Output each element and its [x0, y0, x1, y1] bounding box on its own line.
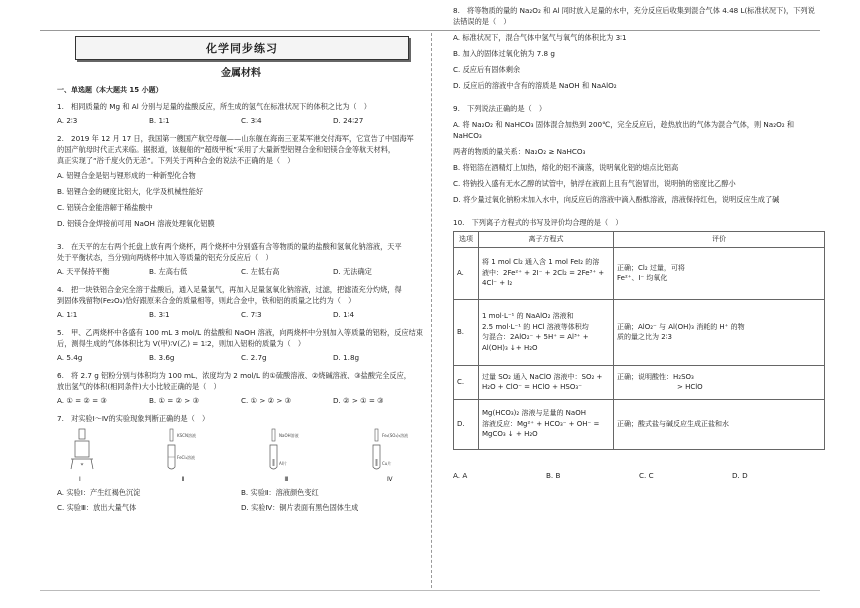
eval-line: Fe²⁺、I⁻ 均氧化 [617, 274, 668, 282]
flask-heating-icon [57, 427, 117, 473]
question-stem: 到固体残留物(Fe₂O₃)恰好跟原来合金的质量相等，则此合金中，铁和铝的质量之比约为（ ） [57, 296, 356, 305]
table-row [454, 299, 825, 365]
options [57, 115, 425, 126]
header-option: 选项 [454, 232, 479, 248]
question-6 [57, 370, 425, 406]
question-stem: 10. 下列离子方程式的书写及评价均合理的是（ ） [453, 218, 623, 227]
option-c: C. 铝镁合金能溶解于稀盐酸中 [57, 203, 153, 212]
option-a: A. 实验Ⅰ：产生红褐色沉淀 [57, 488, 141, 497]
option-c: C. 7∶3 [241, 310, 262, 319]
option-b: B. 3.6g [149, 353, 175, 362]
table-row [454, 399, 825, 449]
row-evaluation [614, 399, 825, 449]
option-c: C. 反应后有固体剩余 [453, 65, 521, 74]
test-tube-dropper-icon [160, 427, 220, 473]
row-evaluation [614, 299, 825, 365]
table-header [454, 232, 825, 248]
question-stem: 3. 在天平的左右两个托盘上放有两个烧杯，两个烧杯中分别盛有含等物质的量的盐酸和氢氧化钠溶液，天平 [57, 242, 402, 251]
figure-caption: Ⅳ [386, 476, 393, 483]
eq-line: 匀混合：2AlO₂⁻ + 5H⁺ = Al³⁺ + [482, 333, 589, 341]
option-d: D. 实验Ⅳ：铜片表面有黑色固体生成 [241, 503, 359, 512]
eq-line: Al(OH)₃ ↓+ H₂O [482, 343, 538, 352]
option-b: B. 3∶1 [149, 310, 170, 319]
option-a: A. ① = ② = ③ [57, 396, 107, 405]
options [453, 470, 825, 481]
option-a: A. 1∶1 [57, 310, 78, 319]
eq-line: MgCO₃ ↓ + H₂O [482, 430, 538, 439]
figure-1 [57, 427, 117, 483]
options [57, 395, 425, 406]
row-equation [479, 399, 614, 449]
question-7 [57, 413, 425, 513]
section-heading: 一、单选题（本大题共 15 小题） [57, 86, 163, 94]
row-evaluation [614, 247, 825, 299]
eval-line: > HClO [677, 383, 703, 391]
option-d: D. 将少量过氧化钠粉末加入水中，向反应后的溶液中滴入酚酞溶液，溶液保持红色，说明反应生成了碱 [453, 195, 780, 204]
option-b: B. ① = ② > ③ [149, 396, 200, 405]
test-tube-copper-icon [365, 427, 425, 473]
option-b: B. 1∶1 [149, 116, 170, 125]
option-c: C. 3∶4 [241, 116, 262, 125]
eval-line: 正确；说明酸性：H₂SO₃ [617, 372, 694, 381]
eq-line: 液中：2Fe²⁺ + 2I⁻ + 2Cl₂ = 2Fe³⁺ + [482, 268, 605, 277]
eq-line: 溶液反应：Mg²⁺ + HCO₃⁻ + OH⁻ = [482, 419, 600, 428]
question-5 [57, 327, 425, 363]
option-b: B. 将铝箔在酒精灯上加热，熔化的铝不滴落，说明氧化铝的熔点比铝高 [453, 163, 679, 172]
option-d: D. D [732, 470, 748, 480]
reagent-label: KSCN溶液 [176, 433, 196, 438]
options [453, 32, 825, 96]
question-9 [453, 103, 825, 210]
option-d: D. 铝镁合金焊接前可用 NaOH 溶液处理氧化铝膜 [57, 219, 215, 228]
option-b: B. B [546, 470, 561, 480]
reagent-label: Fe₂(SO₄)₃溶液 [381, 433, 409, 438]
table-row [454, 365, 825, 399]
option-c: C. 将钠投入盛有无水乙醇的试管中，钠浮在液面上且有气泡冒出，说明钠的密度比乙醇小 [453, 179, 736, 188]
page-title: 化学同步练习 [75, 36, 409, 60]
test-tube-metal-icon [262, 427, 322, 473]
question-3 [57, 241, 425, 277]
question-stem: 放出氢气的体积(相同条件)大小比较正确的是（ ） [57, 382, 221, 391]
question-stem: 5. 甲、乙两烧杯中各盛有 100 mL 3 mol/L 的盐酸和 NaOH 溶液，向两烧杯中分别加入等质量的铝粉，反应结束 [57, 328, 423, 337]
option-c: C. C [639, 470, 654, 480]
figure-2 [160, 427, 220, 483]
options [57, 309, 425, 320]
row-option: D. [454, 399, 479, 449]
option-a: A. 标准状况下，混合气体中氢气与氧气的体积比为 3∶1 [453, 33, 627, 42]
question-stem: 真正实现了“浴千度火仍无恙”。下列关于两种合金的说法不正确的是（ ） [57, 156, 295, 165]
row-option: A. [454, 247, 479, 299]
question-2 [57, 133, 425, 234]
question-stem: 1. 相同质量的 Mg 和 Al 分别与足量的盐酸反应，所生成的氢气在标准状况下的体积之比为（ ） [57, 102, 371, 111]
option-c: C. ① > ② > ③ [241, 396, 292, 405]
option-a: A. 2∶3 [57, 116, 78, 125]
eval-line: 正确；酸式盐与碱反应生成正盐和水 [617, 419, 729, 428]
eq-line: 4Cl⁻ + I₂ [482, 279, 513, 288]
metal-label: Cu片 [381, 461, 392, 466]
question-4 [57, 284, 425, 320]
option-d: D. 1.8g [333, 353, 360, 362]
question-8 [453, 5, 825, 96]
options [453, 119, 825, 210]
option-a-cont: 两者的物质的量关系：Na₂O₂ ≥ NaHCO₃ [453, 147, 586, 156]
eval-line: 正确；Cl₂ 过量，可将 [617, 263, 685, 272]
header-evaluation: 评价 [614, 232, 825, 248]
option-a: A. 铝锂合金是铝与锂形成的一种新型化合物 [57, 171, 196, 180]
option-b: B. 加入的固体过氧化钠为 7.8 g [453, 49, 555, 58]
option-d: D. 24∶27 [333, 116, 364, 125]
row-option: C. [454, 365, 479, 399]
option-c: C. 左低右高 [241, 267, 280, 276]
option-d: D. 1∶4 [333, 310, 355, 319]
reagent-label: NaOH溶液 [279, 433, 299, 438]
options [57, 266, 425, 277]
option-a: A. A [453, 470, 468, 480]
option-d: D. 反应后的溶液中含有的溶质是 NaOH 和 NaAlO₂ [453, 81, 617, 90]
question-stem: 后，测得生成的气体体积比为 V(甲)∶V(乙) = 1∶2，则加入铝粉的质量为（ ） [57, 339, 306, 348]
option-b: B. 实验Ⅱ：溶液颜色变红 [241, 488, 319, 497]
right-column [453, 5, 825, 482]
eq-line: Mg(HCO₃)₂ 溶液与足量的 NaOH [482, 409, 586, 418]
question-10 [453, 217, 825, 481]
question-1 [57, 101, 425, 126]
eq-line: 过量 SO₂ 通入 NaClO 溶液中：SO₂ + [482, 372, 603, 381]
figure-3 [262, 427, 322, 483]
table-row [454, 247, 825, 299]
question-stem: 2. 2019 年 12 月 17 日，我国第一艘国产航空母舰——山东舰在海南三亚某军港交付海军，它宣告了中国海军 [57, 134, 414, 143]
eq-line: 将 1 mol Cl₂ 通入含 1 mol FeI₂ 的溶 [482, 258, 600, 267]
question-stem: 法错误的是（ ） [453, 17, 511, 26]
equation-table [453, 231, 825, 450]
option-b: B. 铝锂合金的硬度比铝大，化学及机械性能好 [57, 187, 204, 196]
row-option: B. [454, 299, 479, 365]
eq-line: 2.5 mol·L⁻¹ 的 HCl 溶液等体积均 [482, 322, 589, 331]
question-stem: 9. 下列说法正确的是（ ） [453, 104, 547, 113]
question-stem: 4. 把一块铁铝合金完全溶于盐酸后，通入足量氯气，再加入足量氢氧化钠溶液，过滤，把滤渣充分灼烧，得 [57, 285, 402, 294]
page-subtitle: 金属材料 [221, 68, 261, 79]
eq-line: 1 mol·L⁻¹ 的 NaAlO₂ 溶液和 [482, 312, 574, 320]
option-a: A. 天平保持平衡 [57, 267, 110, 276]
left-column [57, 36, 425, 520]
solution-label: FeCl₂溶液 [176, 455, 195, 460]
option-c: C. 2.7g [241, 353, 267, 362]
options [57, 352, 425, 363]
metal-label: Al片 [279, 461, 288, 466]
option-a: A. 将 Na₂O₂ 和 NaHCO₃ 固体混合加热到 200℃，完全反应后，趁热放出的气体为混合气体，则 Na₂O₂ 和 NaHCO₃ [453, 120, 795, 140]
figure-caption: Ⅰ [79, 476, 81, 483]
row-evaluation [614, 365, 825, 399]
eq-line: H₂O + ClO⁻ = HClO + HSO₃⁻ [482, 383, 582, 391]
experiment-figures [57, 427, 425, 483]
row-equation [479, 247, 614, 299]
row-equation [479, 299, 614, 365]
option-d: D. ② > ① = ③ [333, 396, 384, 405]
header-equation: 离子方程式 [479, 232, 614, 248]
question-stem: 处于平衡状态，当分别向两烧杯中加入等质量的铝充分反应后（ ） [57, 253, 273, 262]
options [57, 487, 425, 513]
figure-4 [365, 427, 425, 483]
figure-caption: Ⅱ [181, 476, 185, 483]
option-d: D. 无法确定 [333, 267, 372, 276]
options [57, 170, 425, 234]
row-equation [479, 365, 614, 399]
eval-line: 质的量之比为 2∶3 [617, 333, 672, 341]
question-stem: 的国产航母时代正式来临。据报道，该舰船的“超级甲板”采用了大量新型铝锂合金和铝镁合金等航天材料， [57, 145, 396, 154]
question-stem: 6. 将 2.7 g 铝粉分别与体积均为 100 mL、浓度均为 2 mol/L 的①硫酸溶液、②烧碱溶液、③盐酸完全反应， [57, 371, 411, 380]
figure-caption: Ⅲ [284, 476, 289, 483]
option-c: C. 实验Ⅲ：放出大量气体 [57, 503, 137, 512]
column-separator [431, 33, 432, 588]
question-stem: 7. 对实验Ⅰ～Ⅳ的实验现象判断正确的是（ ） [57, 414, 210, 423]
bottom-rule [40, 590, 820, 591]
eval-line: 正确；AlO₂⁻ 与 Al(OH)₃ 消耗的 H⁺ 的物 [617, 322, 745, 331]
question-stem: 8. 将等物质的量的 Na₂O₂ 和 Al 同时放入足量的水中，充分反应后收集到混合气体 4.48 L(标准状况下)，下列说 [453, 6, 815, 15]
option-b: B. 左高右低 [149, 267, 188, 276]
option-a: A. 5.4g [57, 353, 83, 362]
